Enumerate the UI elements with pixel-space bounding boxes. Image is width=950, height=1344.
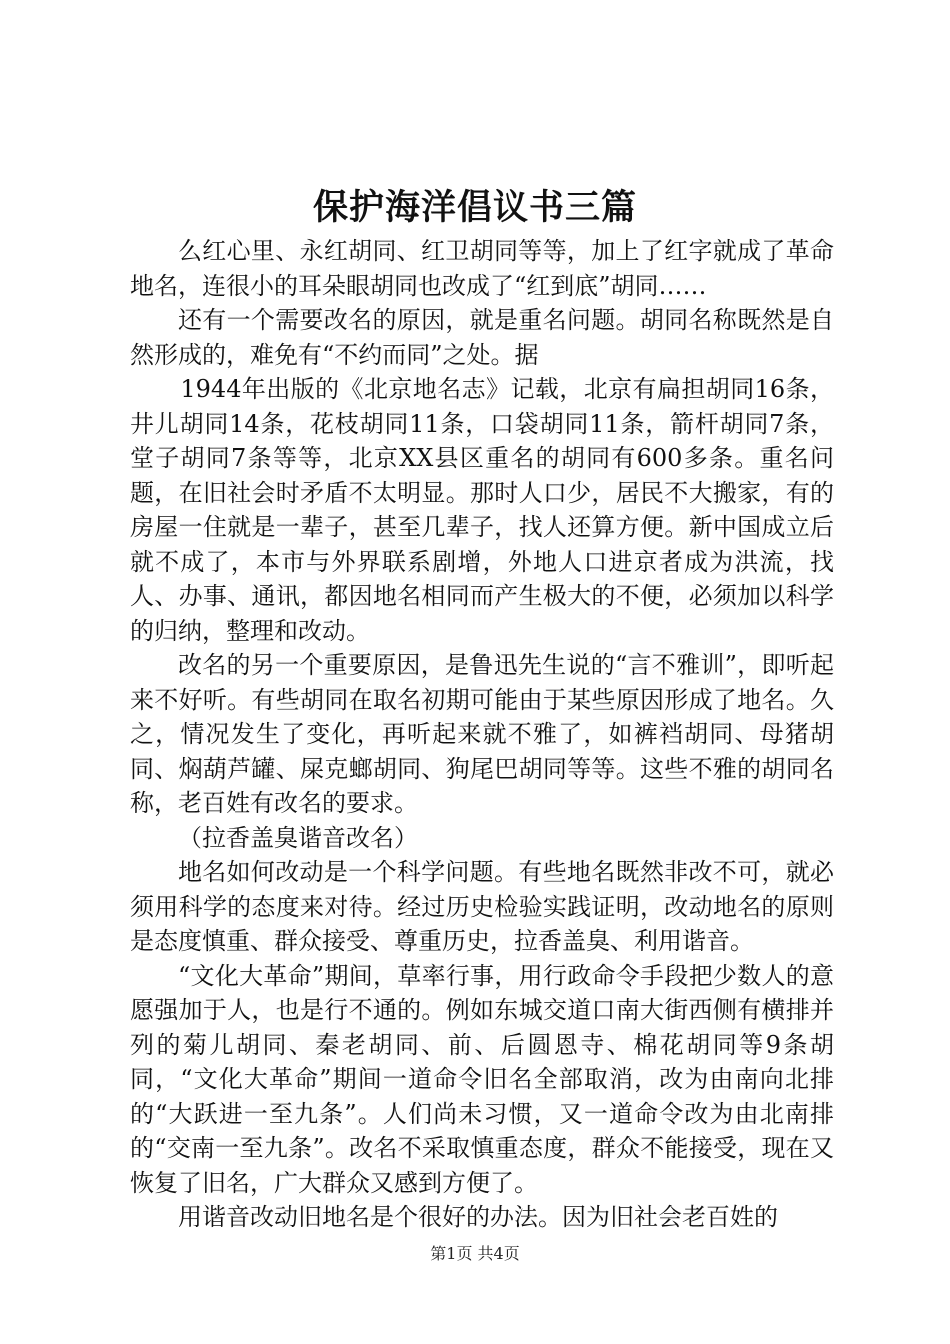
document-title: 保护海洋倡议书三篇 [312, 187, 637, 228]
paragraph-8: 用谐音改动旧地名是个很好的办法。因为旧社会老百姓的 [178, 1203, 778, 1231]
paragraph-4: 改名的另一个重要原因，是鲁迅先生说的“言不雅训”，即听起来不好听。有些胡同在取名初期可能由于某些原因形成了地名。久之，情况发生了变化，再听起来就不雅了，如裤裆胡同、母猪胡同、焖葫芦罐、屎克螂胡同、狗尾巴胡同等等。这些不雅的胡同名称，老百姓有改名的要求。 [130, 651, 834, 817]
paragraph-6: 地名如何改动是一个科学问题。有些地名既然非改不可，就必须用科学的态度来对待。经过历史检验实践证明，改动地名的原则是态度慎重、群众接受、尊重历史，拉香盖臭、利用谐音。 [130, 858, 834, 955]
paragraph-3: 1944年出版的《北京地名志》记载，北京有扁担胡同16条，井儿胡同14条，花枝胡同11条，口袋胡同11条，箭杆胡同7条，堂子胡同7条等等，北京XX县区重名的胡同有600多条。重名问题，在旧社会时矛盾不太明显。那时人口少，居民不大搬家，有的房屋一住就是一辈子，甚至几辈子，找人还算方便。新中国成立后就不成了，本市与外界联系剧增，外地人口进京者成为洪流，找人、办事、通讯，都因地名相同而产生极大的不便，必须加以科学的归纳，整理和改动。 [130, 375, 834, 645]
paragraph-5: （拉香盖臭谐音改名） [178, 823, 418, 852]
paragraph-7: “文化大革命”期间，草率行事，用行政命令手段把少数人的意愿强加于人，也是行不通的。例如东城交道口南大街西侧有横排并列的菊儿胡同、秦老胡同、前、后圆恩寺、棉花胡同等9条胡同，“文化大革命”期间一道命令旧名全部取消，改为由南向北排的“大跃进一至九条”。人们尚未习惯，又一道命令改为由北南排的“交南一至九条”。改名不采取慎重态度，群众不能接受，现在又恢复了旧名，广大群众又感到方便了。 [130, 961, 834, 1197]
paragraph-1: 么红心里、永红胡同、红卫胡同等等，加上了红字就成了革命地名，连很小的耳朵眼胡同也改成了“红到底”胡同…… [130, 237, 834, 300]
page-footer: 第1页 共4页 [430, 1244, 520, 1263]
document-body [130, 234, 834, 1235]
paragraph-2: 还有一个需要改名的原因，就是重名问题。胡同名称既然是自然形成的，难免有“不约而同”之处。据 [130, 306, 834, 369]
